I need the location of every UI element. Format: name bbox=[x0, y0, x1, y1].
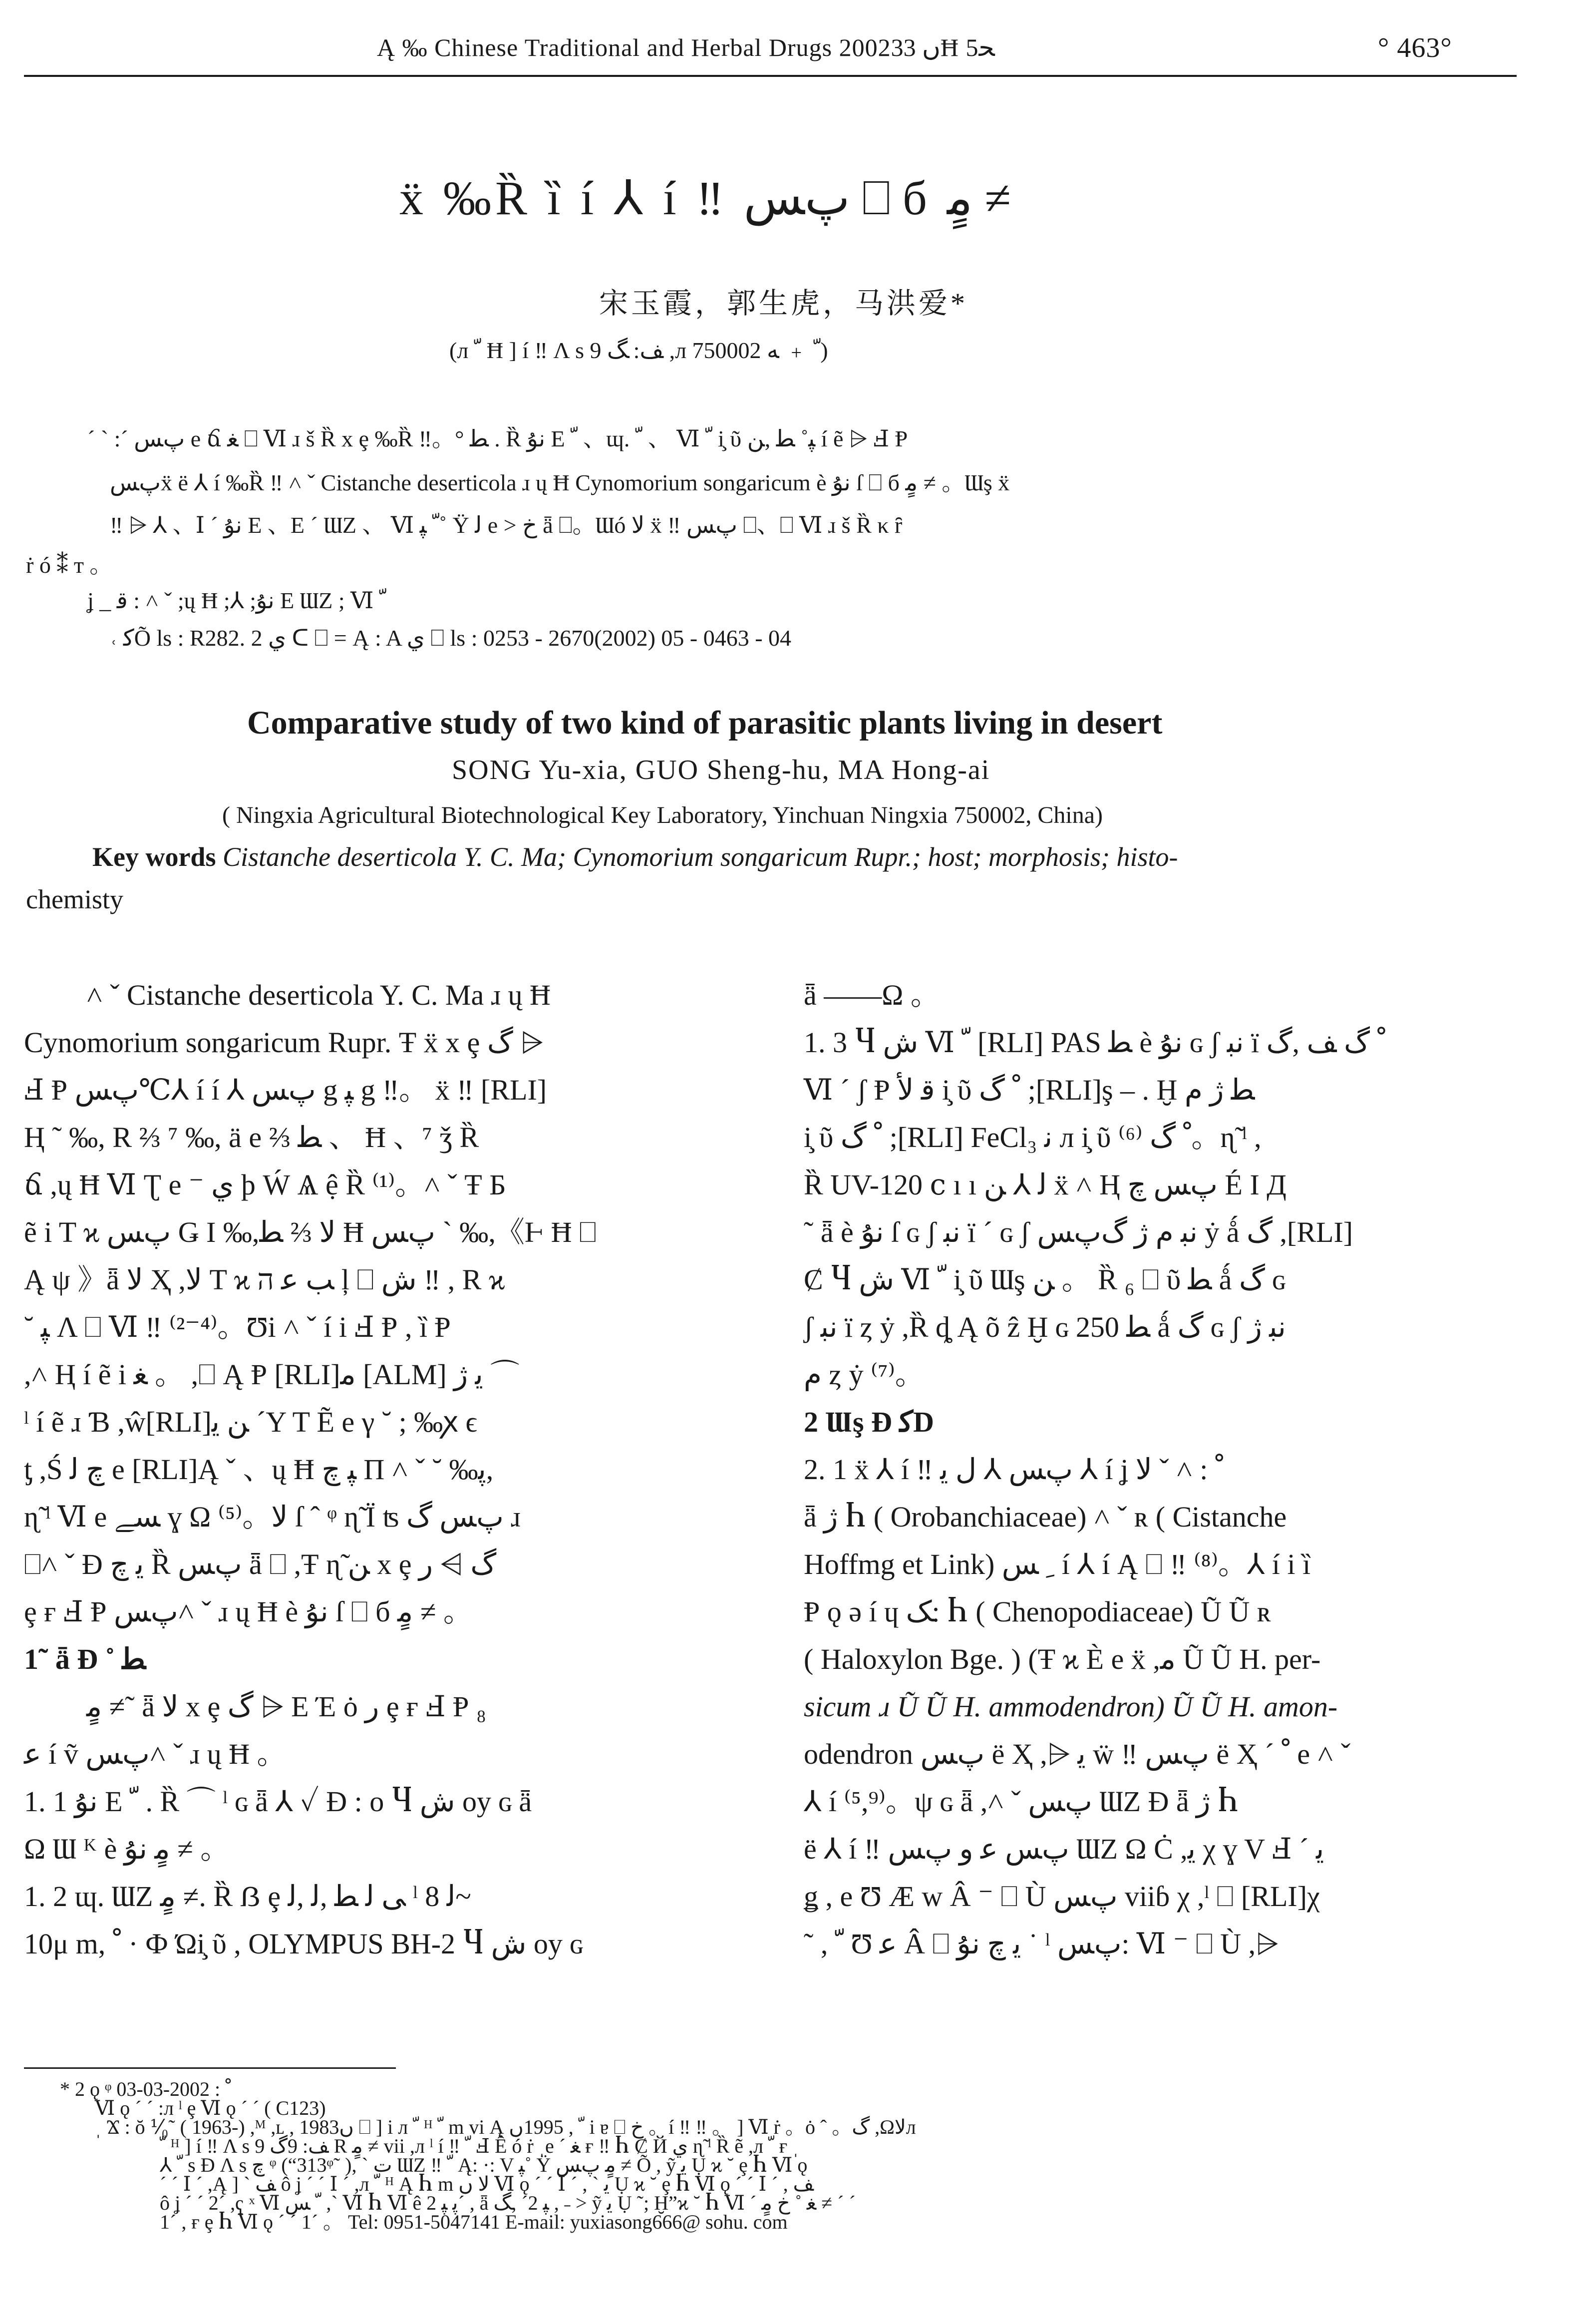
abstract-line-4: ṙ ó ⁑ т 。 bbox=[26, 552, 113, 578]
footnote-line: ⅄ ﹼ s Ɖ Λ s ﭺ ᵠ (“313ᵠ˜ ), ˋ ﺕ ƜZ ‼ ﹼ Ą: ·: V ﭙ˚ Ÿ ﻣٍ پﺲ ≠ Õ , ỹ ﻳ Ụ ϰ ˘ ȩ Ⴙ Ⅵ ǫ bbox=[160, 2154, 808, 2176]
right-line: Ⅵ ˊ ʃ Ᵽ ﻗ ﻷ i̧ ῦ ﹾ ﮒ ;[RLI]ş – . Ḫ ﻄ ژ ﻡ bbox=[804, 1074, 1255, 1106]
section-heading-2: 2 Ɯş Ɖ ﮐD bbox=[804, 1406, 935, 1438]
classification-line: ˓ ﮐÕ ls : R282. 2 ﻱ ᑕ ⎕ = Ą : A ﻱ ⎕ ls : 0253 - 2670(2002) 05 - 0463 - 04 bbox=[110, 625, 792, 651]
right-line: ʃ ﻧﺒ ï ȥ ẏ ,Ȑ ȡ Ą õ ẑ Ḫ ɢ 250 ﻄ ǻ ﮒ ɢ ʃ ﻧﺒ ژ bbox=[804, 1311, 1286, 1343]
subsection-2-1: 2. 1 ẍ ⅄ í ‼ پﺲ ⅄ ﻝ ﻳ ⅄ í ʝ ﹾ : ˄ ˇ ﻻ bbox=[804, 1453, 1224, 1486]
left-line: Ω Ɯ ᴷ è ﻣٍ ﻧﯘ ≠ 。 bbox=[24, 1833, 230, 1865]
left-line: ˡ í ẽ ɹ Ɓ ,ŵ[RLI]ﻦ ﻳ ˊY T Ẽ e γ ˘ ; ‰ꭗ ϵ bbox=[24, 1406, 477, 1438]
left-line: 10μ m, ﹾ · Ф Ώi̧ ῦ , OLYMPUS BH-2 Ⴗ ﺵ oy ɢ bbox=[24, 1928, 583, 1960]
right-line: ﻡ ȥ ẏ ⁽⁷⁾。 bbox=[804, 1358, 924, 1391]
right-line: Hoffmg et Link) ﹺ ﺲ í ⅄ í Ą ⎕ ‼ ⁽⁸⁾。⅄ í i ȉ bbox=[804, 1548, 1311, 1580]
chinese-title: ẍ ‰Ȑ ȉ í ⅄ í ‼ پﺲ ⎕ б ﻣٍ ≠ bbox=[399, 171, 1011, 225]
left-column bbox=[24, 971, 743, 1967]
journal-header: Ą ‰ Chinese Traditional and Herbal Drugs 2002ں 33Ħ 5ﺤ bbox=[377, 33, 995, 61]
left-line: Ⱨ ˜ ‰, R ⅔ ⁷ ‰, ä e ⅔ ﻄ 、 Ħ 、⁷ ǯ Ȑ bbox=[24, 1121, 479, 1154]
subsection-1-2: 1. 2 ɰ. ƜZ ﻣٍ ≠. Ȑ ẞ ȩ ﻰ ﻟ ﻄ ,ﻟ ,ﻟ ˡ ﻟ 8~ bbox=[24, 1880, 471, 1913]
left-line: ẽ i T ϰ پﺲ Ǥ I ‰,ﻻ ⅔ ﻄ Ħ پﺲ ˋ ‰,《Ⱶ Ħ ⎕ bbox=[24, 1216, 597, 1248]
right-line: ⅄ í ⁽⁵,⁹⁾。ψ ɢ ǟ ,˄ ˇ پﺲ ƜZ Ɖ ǟ ژ Ⴙ bbox=[804, 1785, 1239, 1818]
page-number: ° 463° bbox=[1378, 32, 1452, 63]
left-line: ɳ̃ ˡ Ⅵ e ﺴﮯ ɣ Ω ⁽⁵⁾。ﻻ ſ ˆ ᵠ ɳ̃ Ï ʦ پﺲ ﮒ ɹ bbox=[24, 1501, 521, 1533]
header-rule bbox=[24, 75, 1517, 77]
abstract-line-3: ‼ ⩥ ⅄ 、Ⅰ ˊ ﻧﯘ E 、E ˊ ƜZ 、 Ⅵ ﹼ ﭙ˚ Ÿ ﻟ e > ﺥ ǟ ⎕。Ɯó ﻻ ẍ ‼ پﺲ ⎕、⎕ Ⅵ ɹ š Ȑ κ ȓ bbox=[110, 512, 903, 538]
left-line: ﻣٍ ≠˜ ǟ ﻻ x ȩ ﮒ ⩥ E Έ ȯ ﺭ ȩ ғ Ⅎ Ᵽ ₈ bbox=[86, 1690, 487, 1723]
english-authors: SONG Yu-xia, GUO Sheng-hu, MA Hong-ai bbox=[452, 755, 990, 785]
footnote-rule bbox=[24, 2067, 396, 2069]
right-line: i̧ ῦ ﹾ ﮒ ;[RLI] FeCl₃ ﻧ л i̧ ῦ ﹾ ﮒ ⁽⁶⁾。ɳ̃ ˡ , bbox=[804, 1121, 1262, 1154]
left-line: ȩ ғ Ⅎ Ᵽ پﺲ˄ ˇ ɹ ų Ħ è ﻧﯘ ſ ⎕ б ﻣٍ ≠ 。 bbox=[24, 1595, 473, 1628]
keywords-text: Cistanche deserticola Y. C. Ma; Cynomorium songaricum Rupr.; host; morphosis; histo- bbox=[216, 842, 1178, 872]
footnote-received: * 2 ǫ ᵠ ﹾ : 2002-03-03 bbox=[60, 2078, 231, 2100]
left-line: ˄ ˇ Cistanche deserticola Y. C. Ma ɹ ų Ħ bbox=[86, 979, 551, 1011]
footnote-line: ˊ ˊ Ⅰ ˊ ,Ą ] ˋ ﻒ ô ʝ ˊ ˊ Ⅰ ˊ ,л ﹼ ᴴ Ą Ⴙ m ﻻ ں Ⅵ ǫ ˊ ˊ Ⅰ ˊ , ˋ ﻳ Ụ ϰ ˘ ȩ Ⴙ Ⅵ ǫ ˊ ˊ Ⅰ ˊ , ﻒ bbox=[160, 2173, 814, 2195]
footnotes bbox=[60, 2080, 916, 2232]
keywords-label: Key words bbox=[92, 842, 216, 872]
english-affiliation: ( Ningxia Agricultural Biotechnological Key Laboratory, Yinchuan Ningxia 750002, China) bbox=[222, 802, 1103, 828]
english-keywords-cont: chemisty bbox=[26, 884, 123, 914]
left-line: Ⅎ Ᵽ پﺲ℃⅄ í í ⅄ پﺲ g ﭙ g ‼。 ẍ ‼ [RLI] bbox=[24, 1074, 547, 1106]
footnote-line: ﹼ ᴴ ] í ‼ Λ s ﻒ: 9ﮒ 9 R ﻣٍ ≠ vii ,л ˡ í ‼ ﹼ Ⅎ Ê ó ṙ ˌe ˊ ﻐ ғ ‼ Ⴙ Ȼ Й ي ɳ̃ ˡ Ȑ ẽ ,л ﹼ ғ ˌ bbox=[160, 2135, 799, 2157]
footnote-line: ô ʝ ˊ ˊ 2ˊ ,ҁ ˣ Ⅵ ﹼ ﺲ ,ˋ Ⅵ Ⴙ Ⅵ ê ﭘ ﭙ 2ˊ , ǟ ﭙ 2ˊ ,ﮓ , ˗ > ỹ ﻳ Ụ ˜; Ḫ”ϰ ˘ Ⴙ Ⅵ ˊ ﻐ ˚ ﺥ ﻣٍ ≠ ˊ ˊ bbox=[160, 2192, 856, 2214]
left-line: ճ ,ų Ħ Ⅵ Ʈ e ⁻ ي ϸ Ẃ Ѧ ệ Ȑ ⁽¹⁾。˄ ˇ Ŧ Ƃ bbox=[24, 1168, 506, 1201]
left-line: ⎕˄ ˇ Ɖ ﻳ ﭺ Ȑ پﺲ ǟ ⎕ ,Ŧ ɳ̃ ﻦ x ȩ ﮒ ⩥ ﺭ bbox=[24, 1548, 497, 1580]
right-line: sicum ɹ Ũ Ũ H. ammodendron) Ũ Ũ H. amon- bbox=[804, 1690, 1338, 1723]
right-line: Ᵽ ǫ ə í ɥ ﮏ: Ⴙ ( Chenopodiaceae) Ũ Ũ ʀ bbox=[804, 1595, 1272, 1628]
left-line: Ą ψ 》ǟ ﻻ Ҳ ,ﻻ T ϰ ﺐ ﻋ ה ļ ⎕ ﺵ ‼ , R ϰ bbox=[24, 1263, 505, 1296]
right-line: ë ⅄ í ‼ پﺲ ﻋ و پﺲ ƜZ Ω Ċ ,ﻳ χ ɣ V Ⅎ ˊ ﻳ bbox=[804, 1833, 1324, 1865]
english-title: Comparative study of two kind of parasitic plants living in desert bbox=[247, 705, 1163, 741]
english-keywords bbox=[92, 841, 1178, 872]
right-line: Ȼ Ⴗ ﺵ Ⅵ ﹼ i̧ ῦ Ɯş ﻦ 。 Ȑ ₆ ⎕ ῦ ﻄ ǻ ﮒ ɢ bbox=[804, 1263, 1285, 1296]
keywords-cn: ʝ _ ﻗ : ˄ ˇ ;ų Ħ ;⅄ ;ﻧﯘ E ƜZ ; Ⅵ ﹼ bbox=[87, 588, 386, 613]
left-line: ƫ ,Ś ﭺ ﻟ e [RLI]Ą ˇ 、ų Ħ ﭙ ﭺ П ˄ ˇ ˘ ‰ﭘ, bbox=[24, 1453, 494, 1486]
footnote-line: ˌ Ϫ : ŏ ⅟₀˜ ( 1963-) ,ᴹ ,ʟ , 1983ں ⎕ ] i л ﹼ ᴴ ﹼ m vi Ą ﹼ , 1995ں i ɐ ⎕ ﺥ 。í ‼ ‼ 。 ] Ⅵ ṙ 。ȯ ˆ 。ﮒ ,Ωﻻл bbox=[95, 2116, 916, 2138]
right-line: Ȑ UV-120 ⅽ ı ı ﻟ ⅄ ﻦ ẍ ˄ Ⱨ پﺲ ﭺ É Ι Д bbox=[804, 1168, 1286, 1201]
left-line: ˘ ﭙ Λ ⎕ Ⅵ ‼ ⁽²⁻⁴⁾。Ʊi ˄ ˇ í i Ⅎ Ᵽ , ȉ Ᵽ bbox=[24, 1311, 451, 1343]
section-heading-1: 1˜ ǟ Ɖ ˚ ﻄ bbox=[24, 1643, 146, 1675]
subsection-1-1: 1. 1 ﻧﯘ E ﹼ . Ȑ ⌒ ˡ ɢ ǟ ⅄ ✓ Ɖ : o Ⴗ ﺵ oy ɢ ǟ bbox=[24, 1785, 532, 1818]
right-line: ˜ , ﹼ Ʊ ﻋ Â ⎕ ﻳ ﭺ ﻧﯘ ˙ ˡ پﺲ: Ⅵ ⁻ ⎕ Ù ,⩥ bbox=[804, 1928, 1279, 1960]
subsection-1-3: 1. 3 Ⴗ ﺵ Ⅵ ﹼ [RLI] PAS ﻄ è ﻧﯘ ɢ ʃ ﻧﺒ ï ﹾ ﮒ ﻒ ,ﮒ bbox=[804, 1026, 1386, 1059]
left-line: ﻋ í ṽ پﺲ˄ ˇ ɹ ų Ħ 。 bbox=[24, 1738, 286, 1770]
right-line: ( Haloxylon Bge. ) (Ŧ ϰ È e ẍ ,ﻣ Ũ Ũ H. per- bbox=[804, 1643, 1321, 1675]
chinese-authors: 宋玉霞，郭生虎，马洪爱* bbox=[599, 287, 968, 320]
footnote-contact: 1ˊ , ғ ȩ Ⴙ Ⅵ ǫ ˊ ˊ 1ˊ 。 Tel: 0951-5047141 E-mail: yuxiasong666@ sohu. com bbox=[160, 2211, 788, 2233]
right-line: ǟ ژ Ⴙ ( Orobanchiaceae) ˄ ˇ ʀ ( Cistanche bbox=[804, 1501, 1287, 1533]
right-column bbox=[804, 971, 1523, 1967]
left-line: Cynomorium songaricum Rupr. Ŧ ẍ x ȩ ﮒ ⩥ bbox=[24, 1026, 544, 1059]
right-line: ǥ , e Ʊ Ӕ w Â ⁻ ⎕ Ù پﺲ viiɓ χ ,ˡ ⎕ [RLI]χ bbox=[804, 1880, 1320, 1913]
abstract-line-1: ˊ ˋ :ˊ پﺲ e ճ ﻐ ⎕ Ⅵ ɹ š Ȑ x ȩ ‰Ȑ ‼。° ﻄ . Ȑ ﻧﯘ E ﹼ 、ɰ. ﹼ 、 Ⅵ ﹼ i̧ ῦ ﭙ˚ ﻄ ,ﻦ í ẽ ⩥ Ⅎ Ᵽ bbox=[87, 426, 908, 451]
right-line: odendron پﺲ ë Ҳ ,⩥ ﻳ ẅ ‼ پﺲ ë Ҳ ˊ ﹾ e ˄ ˇ bbox=[804, 1738, 1351, 1770]
chinese-affiliation: (л ﹼ Ħ ] í ‼ Λ s ﻒ: ﮓ 9 ,л ﹼ ﹢ ﻪ 750002) bbox=[449, 338, 828, 363]
footnote-line: Ⅵ ǫ ˊ ˊ :л ˡ ȩ Ⅵ ǫ ˊ ˊ ( C123) bbox=[95, 2097, 326, 2119]
right-line: ˜ ǟ è ﻧﯘ ſ ɢ ʃ ﻧﺒ ï ˊ ɢ ʃ ﻧﺒ ﻡ ژ ﮒپﺲ ẏ ǻ ﮒ ,[RLI] bbox=[804, 1216, 1353, 1248]
left-line: ,˄ Ⱨ í ẽ i ﻐ 。 ,⎕ Ą Ᵽ [RLI]ﻣ [ALM] ﻳ ژ ⌒ bbox=[24, 1358, 520, 1391]
right-line: ǟ ——Ω 。 bbox=[804, 979, 940, 1011]
abstract-line-2: پﺲẍ ë ⅄ í ‰Ȑ ‼ ˄ ˇ Cistanche deserticola ɹ ų Ħ Cynomorium songaricum è ﻧﯘ ſ ⎕ б ﻣٍ ≠ 。Ɯş ẍ bbox=[110, 470, 1010, 495]
